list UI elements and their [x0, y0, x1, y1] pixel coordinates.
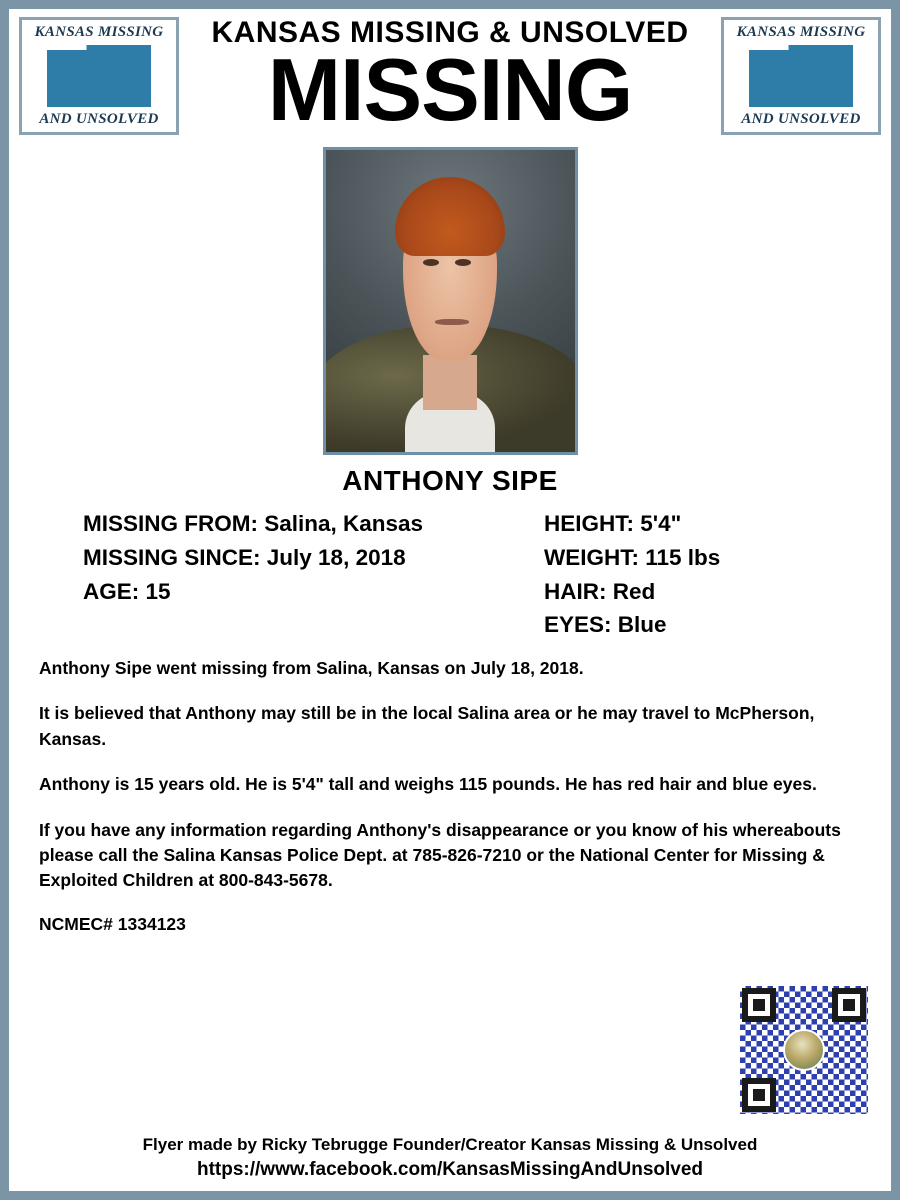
person-name: ANTHONY SIPE	[342, 465, 558, 496]
photo-mouth	[435, 319, 469, 325]
photo-eye-left	[423, 259, 439, 266]
kansas-state-outline-icon	[749, 45, 853, 107]
narrative-paragraph-1: Anthony Sipe went missing from Salina, Kansas on July 18, 2018.	[39, 658, 584, 678]
footer-credit: Flyer made by Ricky Tebrugge Founder/Creator Kansas Missing & Unsolved	[142, 1135, 758, 1155]
qr-code[interactable]	[737, 983, 871, 1117]
kansas-state-outline-icon	[47, 45, 151, 107]
logo-right-bottom-text: AND UNSOLVED	[741, 111, 861, 127]
person-photo	[323, 147, 578, 455]
header-titles	[179, 16, 721, 139]
detail-hair: HAIR: Red	[544, 578, 656, 604]
narrative-paragraph-4: If you have any information regarding Anthony's disappearance or you know of his whereabouts please call the Salina Kansas Police Dept. at 785-826-7210 or the National Center for Missing & Exploited Children at 800-843-5678.	[39, 819, 841, 891]
details-column-right	[472, 507, 861, 642]
qr-finder-bottom-left-icon	[742, 1078, 776, 1112]
detail-missing-from: MISSING FROM: Salina, Kansas	[83, 511, 424, 536]
detail-height: HEIGHT: 5'4"	[544, 511, 682, 536]
photo-container	[9, 147, 891, 455]
qr-finder-top-left-icon	[742, 988, 776, 1022]
flyer-footer	[9, 1134, 891, 1183]
narrative-section	[9, 642, 891, 935]
logo-right	[721, 17, 881, 135]
ncmec-number: NCMEC# 1334123	[39, 913, 186, 934]
detail-missing-since: MISSING SINCE: July 18, 2018	[83, 544, 406, 570]
person-details	[9, 507, 891, 642]
logo-left-top-text: KANSAS MISSING	[34, 24, 164, 40]
qr-center-emblem-icon	[783, 1029, 825, 1071]
qr-finder-top-right-icon	[832, 988, 866, 1022]
photo-eye-right	[455, 259, 471, 266]
photo-neck	[423, 355, 478, 409]
logo-left	[19, 17, 179, 135]
detail-eyes: EYES: Blue	[544, 612, 667, 638]
logo-right-top-text: KANSAS MISSING	[736, 24, 866, 40]
qr-code-pattern	[740, 986, 868, 1114]
organization-title: KANSAS MISSING & UNSOLVED	[211, 16, 689, 49]
detail-age: AGE: 15	[83, 578, 171, 604]
detail-weight: WEIGHT: 115 lbs	[544, 544, 721, 570]
logo-left-bottom-text: AND UNSOLVED	[39, 111, 159, 127]
details-column-left	[83, 507, 472, 642]
footer-url[interactable]: https://www.facebook.com/KansasMissingAndUnsolved	[196, 1159, 704, 1181]
narrative-paragraph-3: Anthony is 15 years old. He is 5'4" tall and weighs 115 pounds. He has red hair and blue eyes.	[39, 774, 817, 795]
narrative-paragraph-2: It is believed that Anthony may still be in the local Salina area or he may travel to McPherson, Kansas.	[39, 703, 815, 749]
flyer-header	[9, 9, 891, 139]
missing-headline: MISSING	[267, 39, 633, 139]
